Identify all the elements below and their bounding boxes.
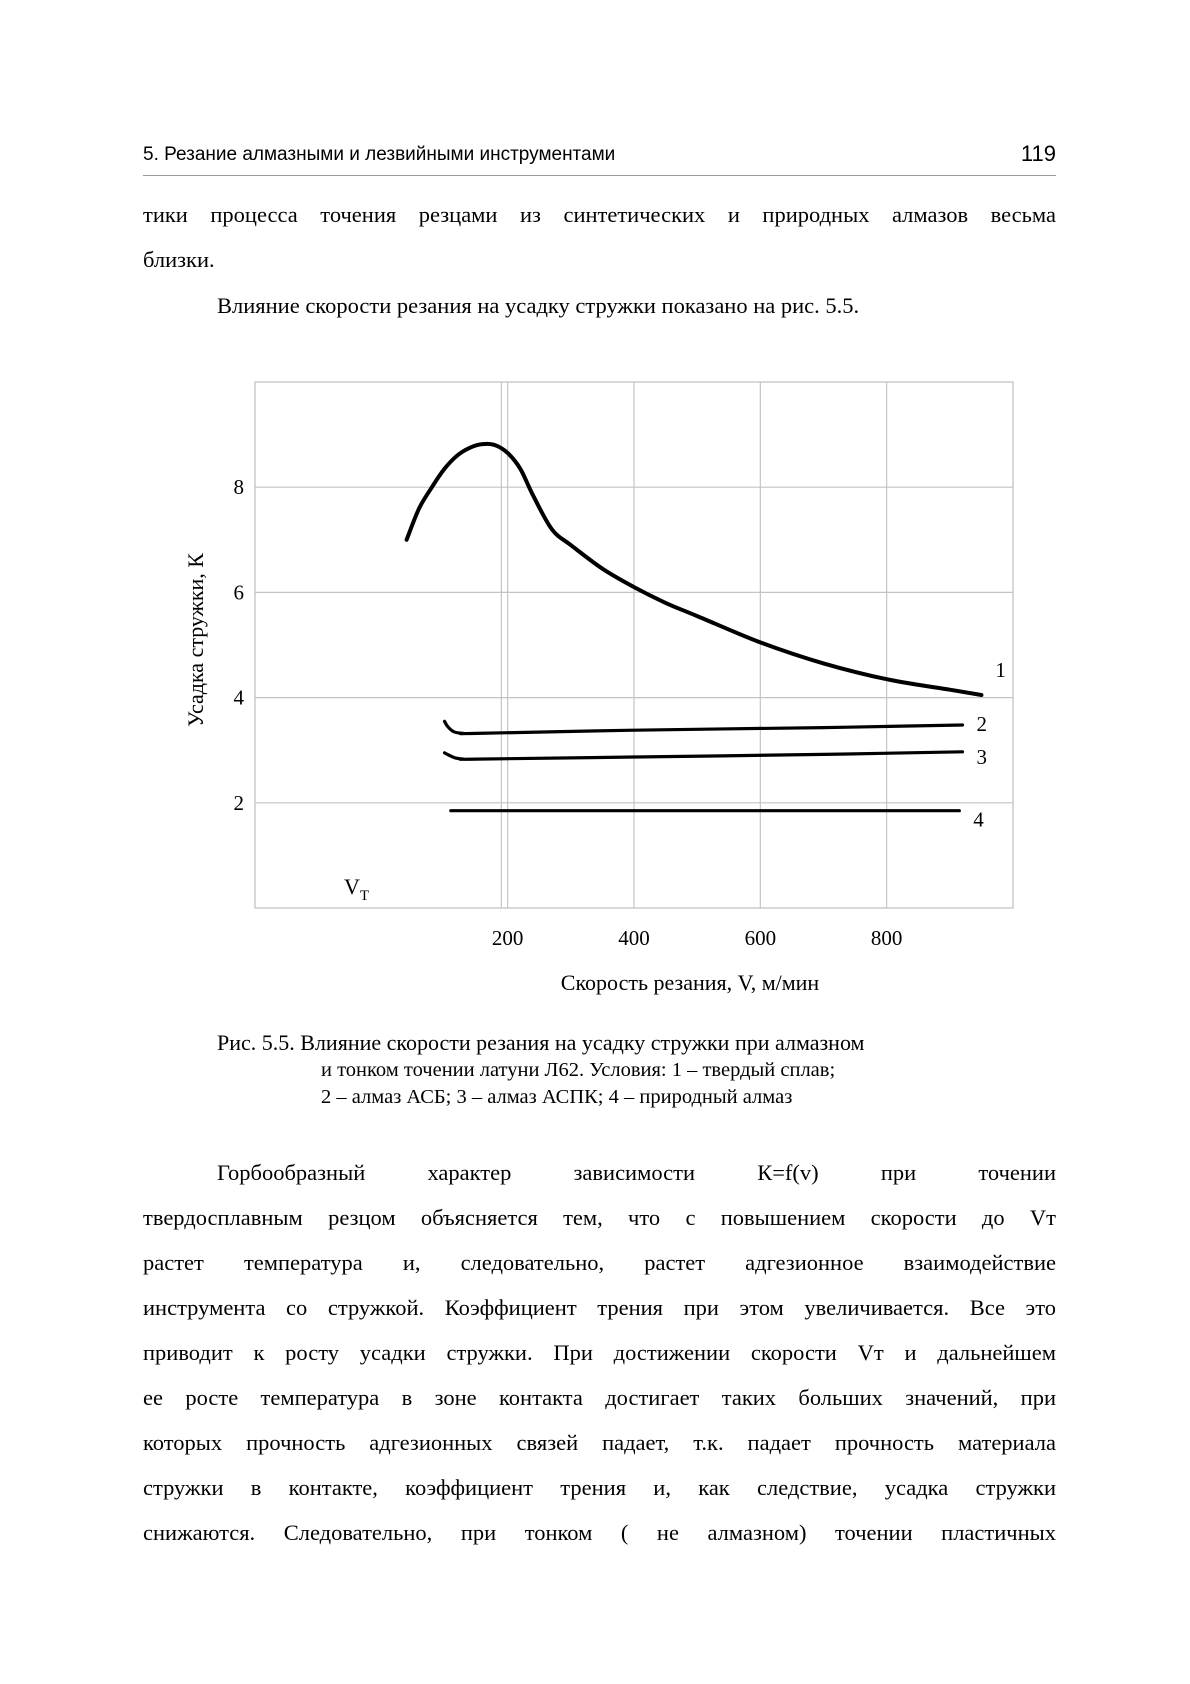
- intro-line-1: тики процесса точения резцами из синтетических и природных алмазов весьма: [143, 202, 1056, 227]
- grid-lines: [255, 382, 1013, 908]
- intro-line-3: Влияние скорости резания на усадку стружки показано на рис. 5.5.: [217, 293, 860, 318]
- figure-caption-line-1: Рис. 5.5. Влияние скорости резания на усадку стружки при алмазном: [217, 1030, 865, 1055]
- figure-caption-line-2: и тонком точении латуни Л62. Условия: 1 – твердый сплав;: [321, 1059, 836, 1081]
- series-2-label: 2: [976, 711, 987, 736]
- body-line: которых прочность адгезионных связей падает, т.к. падает прочность материала: [143, 1430, 1056, 1455]
- page-number: 119: [1020, 141, 1056, 166]
- series-curves: [407, 444, 982, 811]
- series-4-label: 4: [973, 807, 984, 832]
- y-axis-title: Усадка стружки, К: [183, 553, 208, 727]
- tick-labels: [234, 475, 903, 950]
- y-tick-label: 6: [233, 580, 244, 605]
- y-tick-label: 2: [233, 790, 244, 815]
- body-line: твердосплавным резцом объясняется тем, что с повышением скорости до Vт: [143, 1205, 1056, 1230]
- curve-labels: [973, 658, 1006, 832]
- body-line: растет температура и, следовательно, растет адгезионное взаимодействие: [143, 1250, 1056, 1275]
- x-tick-label: 400: [618, 926, 650, 950]
- body-line: Горбообразный характер зависимости К=f(v) при точении: [217, 1160, 1056, 1185]
- series-1-label: 1: [995, 657, 1006, 682]
- x-tick-label: 800: [870, 926, 903, 950]
- x-axis-title: Скорость резания, V, м/мин: [560, 970, 820, 995]
- x-tick-label: 600: [744, 926, 777, 950]
- vt-label: $V_T$: [344, 874, 370, 904]
- intro-line-2: близки.: [143, 247, 215, 272]
- body-line: инструмента со стружкой. Коэффициент трения при этом увеличивается. Все это: [143, 1295, 1056, 1320]
- body-line: приводит к росту усадки стружки. При достижении скорости Vт и дальнейшем: [143, 1340, 1056, 1365]
- figure-caption-line-3: 2 – алмаз АСБ; 3 – алмаз АСПК; 4 – природный алмаз: [321, 1086, 793, 1108]
- body-line: снижаются. Следовательно, при тонком ( не алмазном) точении пластичных: [143, 1520, 1056, 1545]
- series-3-label: 3: [976, 744, 987, 769]
- body-line: стружки в контакте, коэффициент трения и, как следствие, усадка стружки: [143, 1475, 1056, 1500]
- body-line: ее росте температура в зоне контакта достигает таких больших значений, при: [143, 1385, 1056, 1410]
- series-2-line: [445, 721, 963, 733]
- y-tick-label: 8: [233, 475, 244, 500]
- y-tick-label: 4: [233, 685, 244, 710]
- x-tick-label: 200: [491, 926, 524, 950]
- chapter-title: 5. Резание алмазными и лезвийными инструментами: [143, 144, 616, 165]
- series-3-line: [445, 752, 963, 760]
- vt-subscript: T: [359, 888, 370, 904]
- series-1-line: [407, 444, 982, 695]
